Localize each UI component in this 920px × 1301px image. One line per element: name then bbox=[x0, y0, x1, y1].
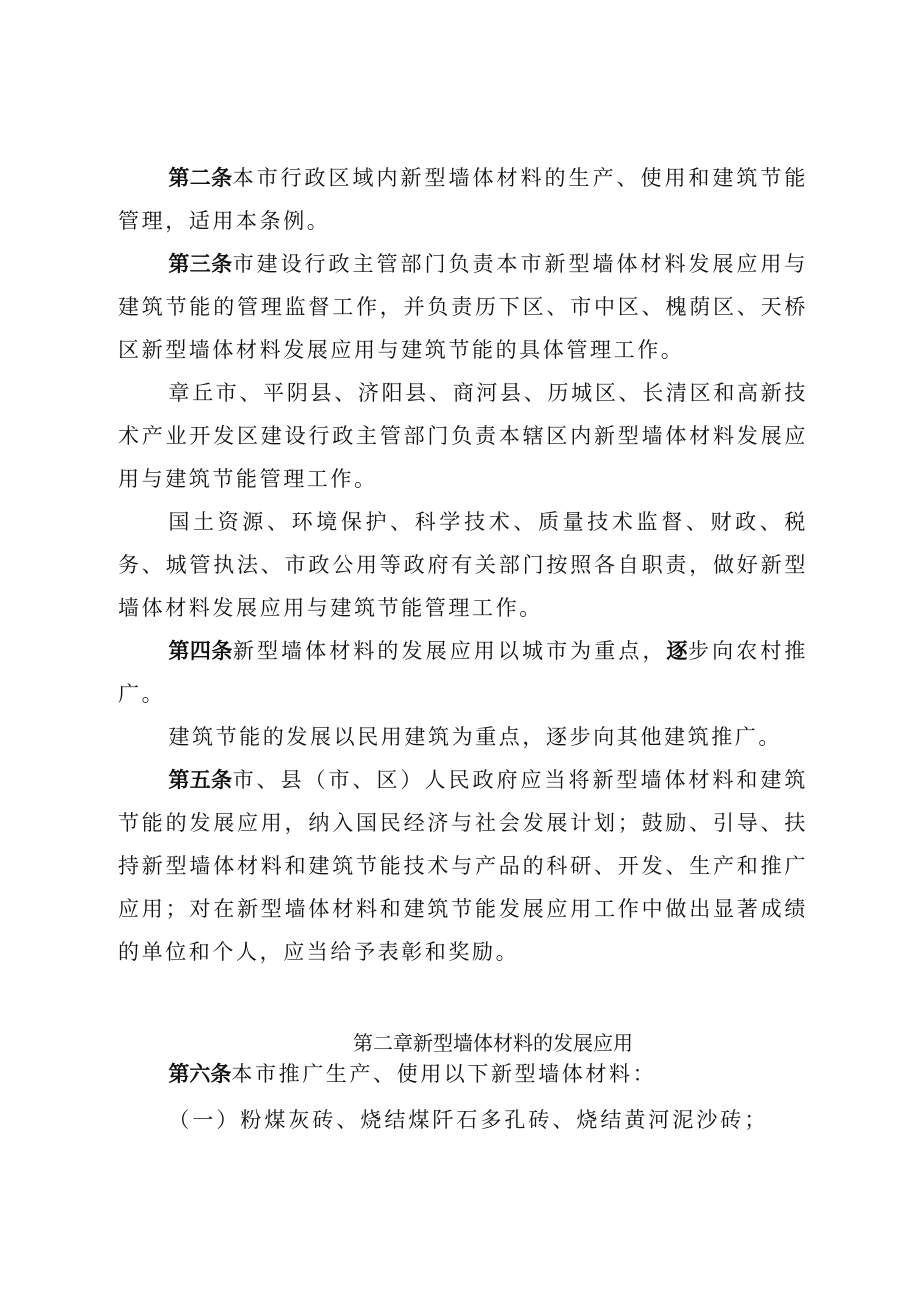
article-3-paragraph bbox=[118, 243, 808, 372]
article-6-text: 本市推广生产、使用以下新型墙体材料： bbox=[231, 1062, 657, 1086]
article-3-heading: 第三条 bbox=[168, 252, 233, 276]
article-6-paragraph bbox=[118, 1057, 808, 1091]
article-4-clause-2 bbox=[118, 716, 808, 759]
article-4-tail: 步向农村推广。 bbox=[118, 639, 809, 706]
article-5-heading: 第五条 bbox=[168, 768, 233, 792]
article-3-clause-2 bbox=[118, 372, 808, 501]
article-4-clause-2-text: 建筑节能的发展以民用建筑为重点，逐步向其他建筑推广。 bbox=[168, 725, 782, 749]
article-3-text: 市建设行政主管部门负责本市新型墙体材料发展应用与建筑节能的管理监督工作，并负责历下区、市中区、槐荫区、天桥区新型墙体材料发展应用与建筑节能的具体管理工作。 bbox=[118, 252, 809, 362]
article-5-text: 市、县（市、区）人民政府应当将新型墙体材料和建筑节能的发展应用，纳入国民经济与社会发展计划；鼓励、引导、扶持新型墙体材料和建筑节能技术与产品的科研、开发、生产和推广应用；对在新型墙体材料和建筑节能发展应用工作中做出显著成绩的单位和个人，应当给予表彰和奖励。 bbox=[118, 768, 809, 964]
article-6-heading: 第六条 bbox=[168, 1062, 232, 1086]
article-4-bold-char: 逐 bbox=[666, 639, 689, 663]
article-3-clause-3-text: 国土资源、环境保护、科学技术、质量技术监督、财政、税务、城管执法、市政公用等政府有关部门按照各自职责，做好新型墙体材料发展应用与建筑节能管理工作。 bbox=[118, 510, 808, 620]
list-item: （一）粉煤灰砖、烧结煤阡石多孔砖、烧结黄河泥沙砖； bbox=[168, 1108, 769, 1132]
article-3-clause-2-text: 章丘市、平阴县、济阳县、商河县、历城区、长清区和高新技术产业开发区建设行政主管部门负责本辖区内新型墙体材料发展应用与建筑节能管理工作。 bbox=[118, 381, 808, 491]
article-2-paragraph bbox=[118, 157, 808, 243]
article-4-text: 新型墙体材料的发展应用以城市为重点， bbox=[232, 639, 667, 663]
chapter-title: 第二章新型墙体材料的发展应用 bbox=[353, 1031, 633, 1055]
document-page bbox=[118, 157, 808, 1142]
article-2-text: 本市行政区域内新型墙体材料的生产、使用和建筑节能管理，适用本条例。 bbox=[118, 166, 809, 233]
article-3-clause-3 bbox=[118, 501, 808, 630]
article-4-heading: 第四条 bbox=[168, 639, 233, 663]
article-5-paragraph bbox=[118, 759, 808, 974]
article-2-heading: 第二条 bbox=[168, 166, 233, 190]
article-4-paragraph bbox=[118, 630, 808, 716]
